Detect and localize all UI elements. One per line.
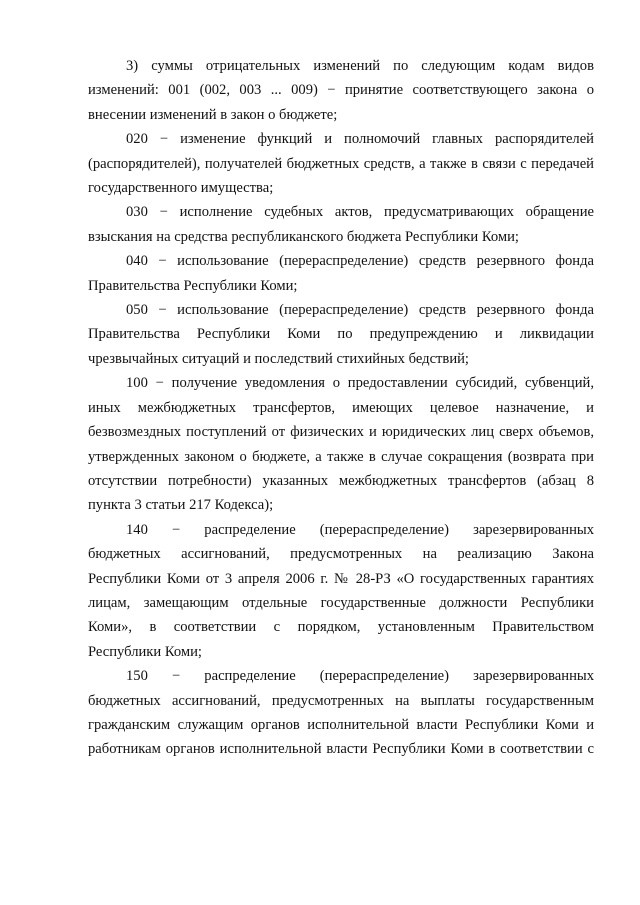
text-line: Коми», в соответствии с порядком, установленным Правительством [88,619,594,636]
paragraph [88,371,594,517]
text-line: 150 − распределение (перераспределение) зарезервированных [126,668,594,685]
paragraph [88,127,594,200]
text-line: внесении изменений в закон о бюджете; [88,106,338,123]
text-line: 030 − исполнение судебных актов, предусматривающих обращение [126,204,594,221]
text-line: лицам, замещающим отдельные государственные должности Республики [88,594,594,611]
paragraph [88,664,594,762]
text-line: утвержденных законом о бюджете, а также в случае сокращения (возврата при [88,448,594,465]
paragraph [88,518,594,664]
text-line: 3) суммы отрицательных изменений по следующим кодам видов [126,58,594,74]
text-line: государственного имущества; [88,180,274,197]
paragraph [88,54,594,127]
text-line: взыскания на средства республиканского бюджета Республики Коми; [88,228,519,245]
text-line: 100 − получение уведомления о предоставлении субсидий, субвенций, [126,375,594,392]
text-line: бюджетных ассигнований, предусмотренных на выплаты государственным [88,692,594,709]
text-line: изменений: 001 (002, 003 ... 009) − принятие соответствующего закона о [88,82,594,99]
text-line: отсутствии потребности) указанных межбюджетных трансфертов (абзац 8 [88,472,594,489]
text-line: 020 − изменение функций и полномочий главных распорядителей [126,131,594,148]
text-line: (распорядителей), получателей бюджетных средств, а также в связи с передачей [88,155,594,172]
text-line: Правительства Республики Коми по предупреждению и ликвидации [88,326,594,343]
text-line: безвозмездных поступлений от физических и юридических лиц сверх объемов, [88,424,594,441]
text-line: иных межбюджетных трансфертов, имеющих целевое назначение, и [88,399,594,416]
paragraph [88,298,594,371]
text-line: чрезвычайных ситуаций и последствий стихийных бедствий; [88,350,469,367]
text-line: 140 − распределение (перераспределение) зарезервированных [126,521,594,538]
text-line: 040 − использование (перераспределение) средств резервного фонда [126,253,594,270]
text-line: бюджетных ассигнований, предусмотренных на реализацию Закона [88,546,594,563]
paragraph [88,200,594,249]
text-line: Республики Коми; [88,643,202,660]
text-line: пункта 3 статьи 217 Кодекса); [88,497,274,514]
text-line: Республики Коми от 3 апреля 2006 г. № 28-РЗ «О государственных гарантиях [88,570,594,587]
paragraph [88,249,594,298]
text-line: Правительства Республики Коми; [88,277,298,294]
text-line: работникам органов исполнительной власти Республики Коми в соответствии с [88,741,594,758]
text-line: гражданским служащим органов исполнительной власти Республики Коми и [88,716,594,733]
document-body [88,54,594,762]
text-line: 050 − использование (перераспределение) средств резервного фонда [126,302,594,319]
